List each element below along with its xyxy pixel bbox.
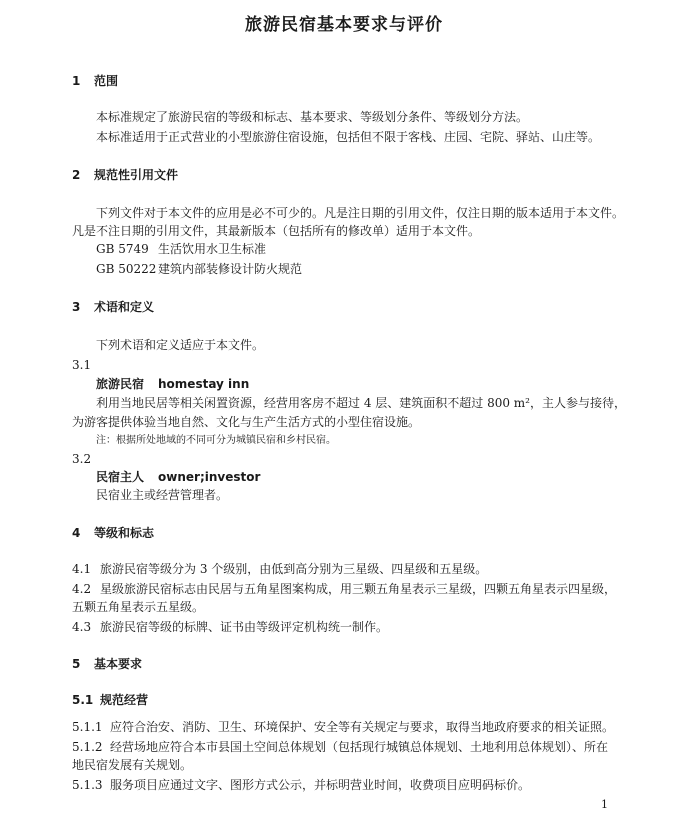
clause-item — [72, 582, 616, 596]
clause-text: 服务项目应通过文字、图形方式公示，并标明营业时间，收费项目应明码标价。 — [110, 778, 531, 792]
section-title: 基本要求 — [94, 657, 143, 671]
term-number: 3.1 — [72, 358, 92, 372]
clause-item — [72, 778, 530, 792]
section-number: 4 — [72, 526, 81, 540]
clause-number: 4.2 — [72, 582, 92, 596]
clause-item — [72, 720, 614, 734]
term-en: owner;investor — [158, 470, 261, 484]
clause-item — [72, 740, 608, 754]
section-title: 等级和标志 — [94, 526, 155, 540]
clause-text: 应符合治安、消防、卫生、环境保护、安全等有关规定与要求，取得当地政府要求的相关证照。 — [110, 720, 615, 734]
clause-number: 5.1.3 — [72, 778, 103, 792]
page-number: 1 — [601, 798, 608, 811]
clause-text: 星级旅游民宿标志由民居与五角星图案构成，用三颗五角星表示三星级，四颗五角星表示四星级， — [100, 582, 617, 596]
paragraph: 本标准适用于正式营业的小型旅游住宿设施，包括但不限于客栈、庄园、宅院、驿站、山庄等。 — [96, 130, 601, 144]
section-title: 术语和定义 — [94, 300, 155, 314]
term-definition-continuation: 为游客提供体验当地自然、文化与生产生活方式的小型住宿设施。 — [72, 415, 421, 429]
section-5-heading — [72, 657, 142, 671]
clause-item — [72, 562, 487, 576]
clause-text: 旅游民宿等级的标牌、证书由等级评定机构统一制作。 — [100, 620, 389, 634]
clause-number: 5.1.1 — [72, 720, 103, 734]
paragraph-continuation: 凡是不注日期的引用文件，其最新版本（包括所有的修改单）适用于本文件。 — [72, 224, 481, 238]
clause-text: 经营场地应符合本市县国土空间总体规划（包括现行城镇总体规划、土地利用总体规划）、所在 — [110, 740, 609, 754]
clause-number: 4.1 — [72, 562, 92, 576]
clause-number: 4.3 — [72, 620, 92, 634]
section-title: 规范性引用文件 — [94, 168, 179, 182]
reference-name: 建筑内部装修设计防火规范 — [158, 262, 303, 276]
clause-number: 5.1.2 — [72, 740, 103, 754]
clause-continuation: 五颗五角星表示五星级。 — [72, 600, 205, 614]
term-definition: 利用当地民居等相关闲置资源，经营用客房不超过 4 层、建筑面积不超过 800 m²，主人参与接待， — [96, 396, 626, 410]
section-4-heading — [72, 526, 154, 540]
reference-code: GB 5749 — [96, 242, 149, 256]
paragraph: 本标准规定了旅游民宿的等级和标志、基本要求、等级划分条件、等级划分方法。 — [96, 110, 529, 124]
section-number: 5 — [72, 657, 81, 671]
document-title: 旅游民宿基本要求与评价 — [245, 15, 443, 35]
paragraph: 下列文件对于本文件的应用是必不可少的。凡是注日期的引用文件，仅注日期的版本适用于本文件。 — [96, 206, 625, 220]
subsection-number: 5.1 — [72, 693, 94, 707]
term-en: homestay inn — [158, 377, 250, 391]
term-definition: 民宿业主或经营管理者。 — [96, 488, 229, 502]
section-1-heading — [72, 74, 118, 88]
term-zh: 旅游民宿 — [96, 377, 145, 391]
term-zh: 民宿主人 — [96, 470, 145, 484]
subsection-heading — [72, 693, 148, 707]
term-heading — [96, 377, 249, 391]
section-3-heading — [72, 300, 154, 314]
clause-text: 旅游民宿等级分为 3 个级别，由低到高分别为三星级、四星级和五星级。 — [100, 562, 488, 576]
section-number: 2 — [72, 168, 81, 182]
paragraph: 下列术语和定义适应于本文件。 — [96, 338, 265, 352]
clause-item — [72, 620, 388, 634]
term-heading — [96, 470, 260, 484]
section-title: 范围 — [94, 74, 119, 88]
clause-continuation: 地民宿发展有关规划。 — [72, 758, 193, 772]
term-note: 注：根据所处地域的不同可分为城镇民宿和乡村民宿。 — [96, 435, 336, 446]
section-number: 3 — [72, 300, 81, 314]
reference-name: 生活饮用水卫生标准 — [158, 242, 267, 256]
reference-code: GB 50222 — [96, 262, 157, 276]
section-2-heading — [72, 168, 178, 182]
section-number: 1 — [72, 74, 81, 88]
term-number: 3.2 — [72, 452, 92, 466]
subsection-title: 规范经营 — [100, 693, 149, 707]
reference-item — [96, 262, 302, 276]
reference-item — [96, 242, 266, 256]
